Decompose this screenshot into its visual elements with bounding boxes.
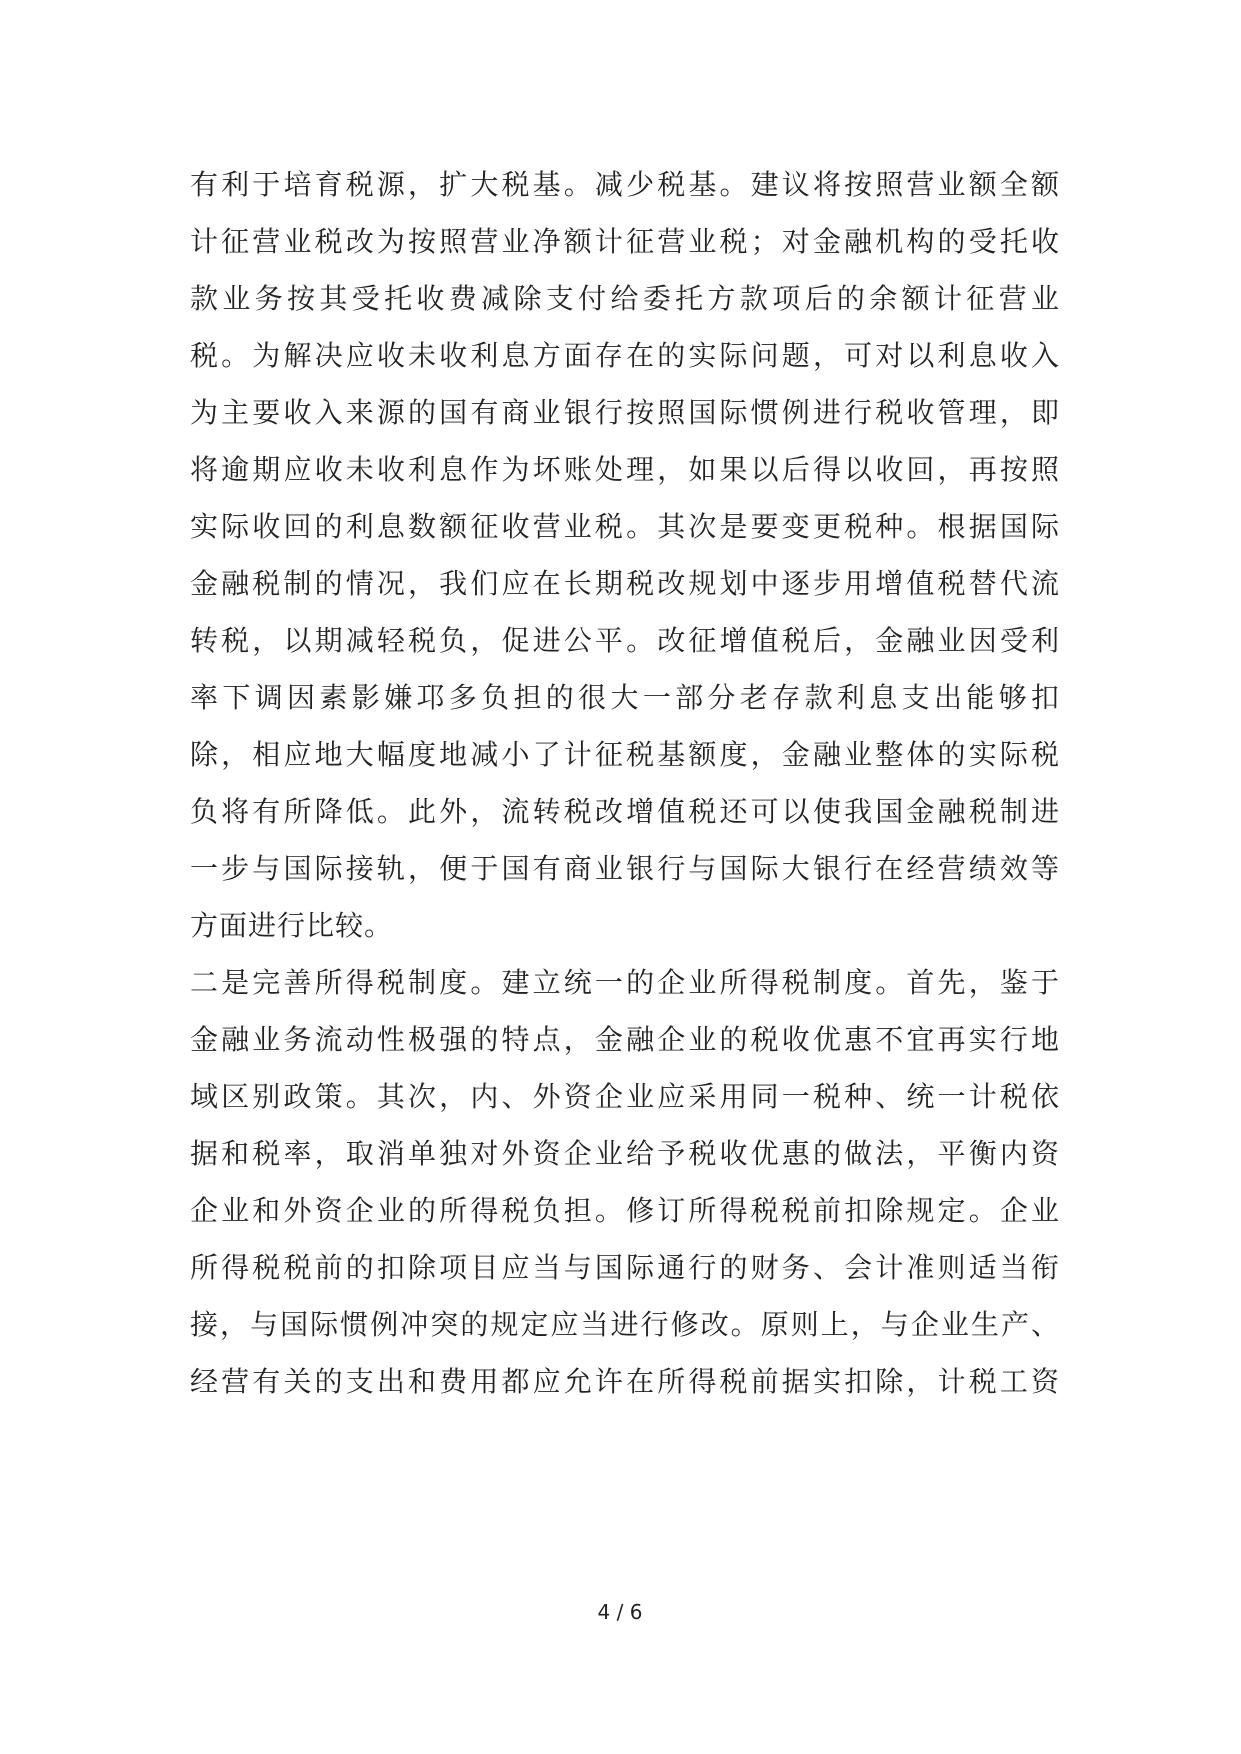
text-line: 一步与国际接轨，便于国有商业银行与国际大银行在经营绩效等 — [190, 852, 1060, 885]
text-line: 企业和外资企业的所得税负担。修订所得税税前扣除规定。企业 — [190, 1194, 1060, 1227]
text-line: 计征营业税改为按照营业净额计征营业税；对金融机构的受托收 — [190, 225, 1060, 258]
text-line: 域区别政策。其次，内、外资企业应采用同一税种、统一计税依 — [190, 1080, 1060, 1113]
text-line: 经营有关的支出和费用都应允许在所得税前据实扣除，计税工资 — [190, 1365, 1060, 1398]
text-line: 税。为解决应收未收利息方面存在的实际问题，可对以利息收入 — [190, 339, 1060, 372]
text-line: 款业务按其受托收费减除支付给委托方款项后的余额计征营业 — [190, 282, 1060, 315]
text-line: 所得税税前的扣除项目应当与国际通行的财务、会计准则适当衔 — [190, 1251, 1060, 1284]
text-line: 有利于培育税源，扩大税基。减少税基。建议将按照营业额全额 — [190, 168, 1060, 201]
text-line: 二是完善所得税制度。建立统一的企业所得税制度。首先，鉴于 — [190, 966, 1060, 999]
text-line: 将逾期应收未收利息作为坏账处理，如果以后得以收回，再按照 — [190, 453, 1060, 486]
page-number: 4 / 6 — [597, 1600, 643, 1624]
text-line: 率下调因素影嫌邛多负担的很大一部分老存款利息支出能够扣 — [190, 681, 1060, 714]
text-line: 金融业务流动性极强的特点，金融企业的税收优惠不宜再实行地 — [190, 1023, 1060, 1056]
text-line: 据和税率，取消单独对外资企业给予税收优惠的做法，平衡内资 — [190, 1137, 1060, 1170]
text-line: 实际收回的利息数额征收营业税。其次是要变更税种。根据国际 — [190, 510, 1060, 543]
text-line: 除，相应地大幅度地减小了计征税基额度，金融业整体的实际税 — [190, 738, 1060, 771]
text-line: 接，与国际惯例冲突的规定应当进行修改。原则上，与企业生产、 — [190, 1308, 1060, 1341]
text-line: 负将有所降低。此外，流转税改增值税还可以使我国金融税制进 — [190, 795, 1060, 828]
text-line: 为主要收入来源的国有商业银行按照国际惯例进行税收管理，即 — [190, 396, 1060, 429]
text-line: 转税，以期减轻税负，促进公平。改征增值税后，金融业因受利 — [190, 624, 1060, 657]
text-line: 方面进行比较。 — [190, 909, 394, 942]
text-line: 金融税制的情况，我们应在长期税改规划中逐步用增值税替代流 — [190, 567, 1060, 600]
